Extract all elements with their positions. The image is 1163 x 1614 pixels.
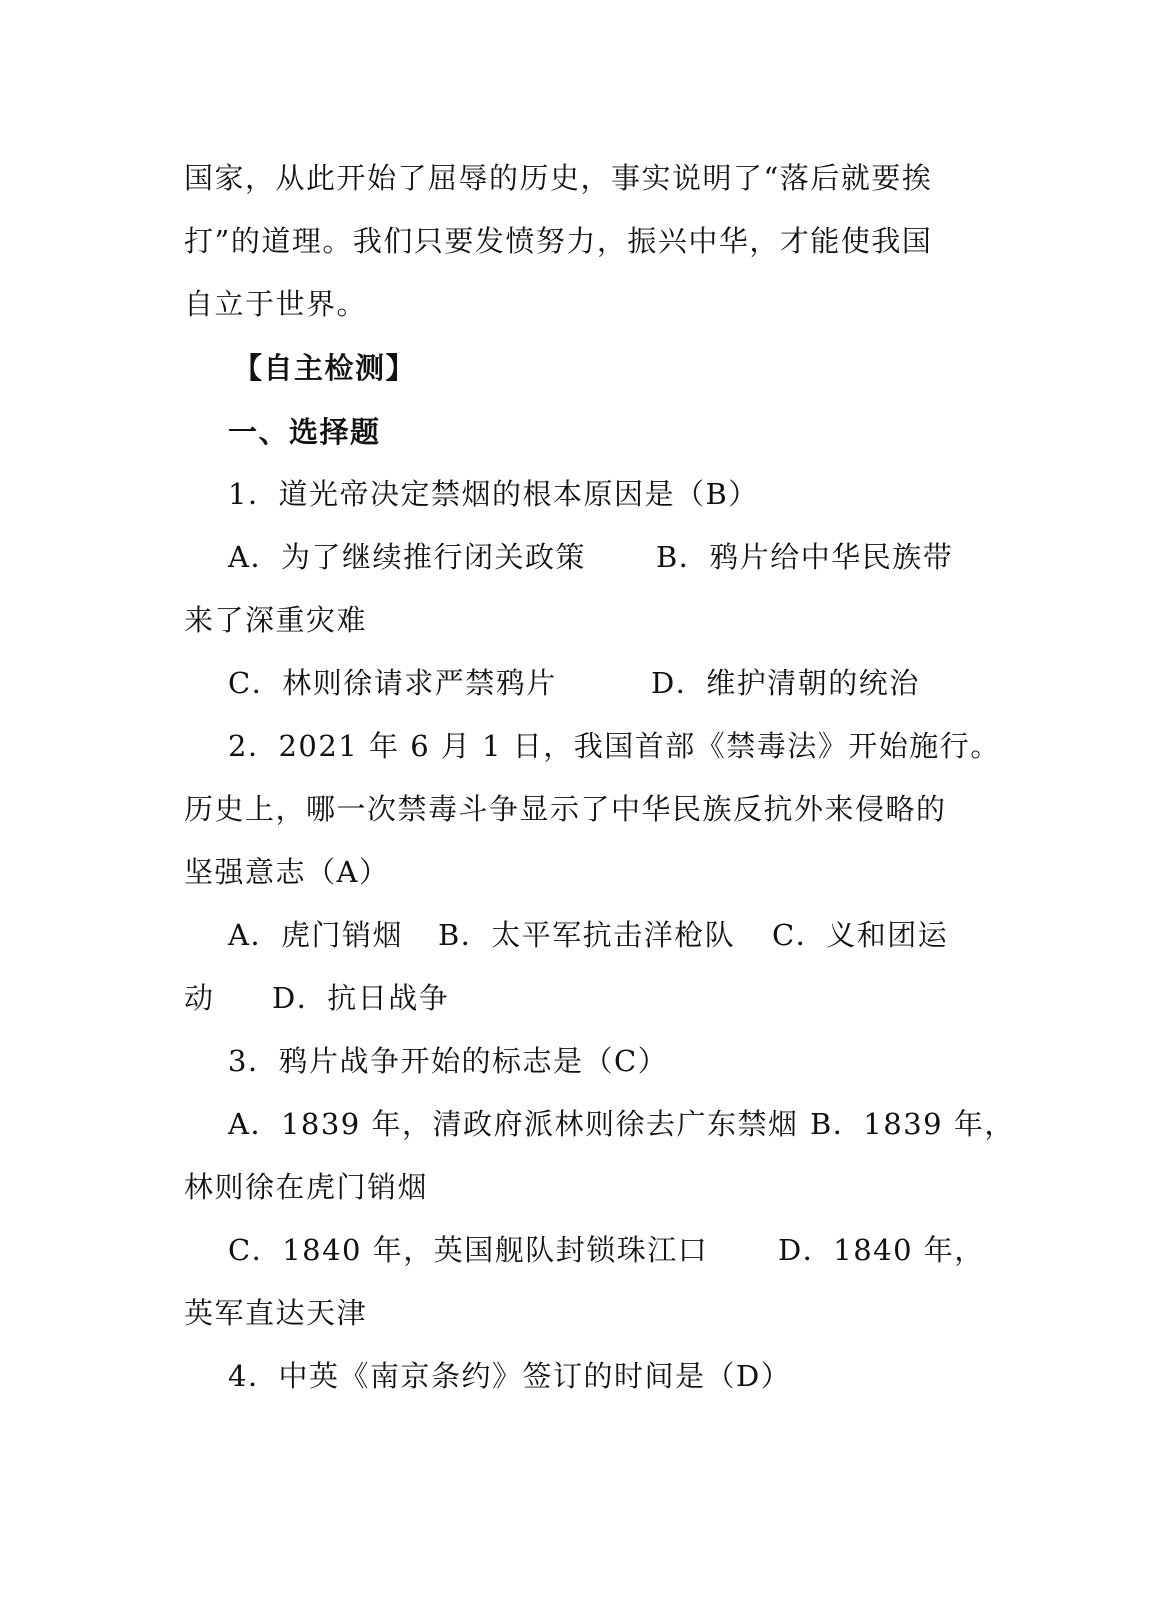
question-1-option-a: A．为了继续推行闭关政策: [228, 540, 586, 574]
intro-paragraph-line: 国家，从此开始了屈辱的历史，事实说明了“落后就要挨: [184, 161, 933, 195]
question-3-option-b-continued: 林则徐在虎门销烟: [184, 1170, 429, 1204]
question-1-option-c: C．林则徐请求严禁鸦片: [228, 666, 557, 700]
question-3-option-d: D．1840 年，: [778, 1233, 985, 1267]
question-2-stem-continued: 坚强意志（A）: [184, 855, 390, 889]
question-1-option-b-continued: 来了深重灾难: [184, 603, 368, 637]
multiple-choice-section-heading: 一、选择题: [228, 415, 381, 449]
question-2-stem-continued: 历史上，哪一次禁毒斗争显示了中华民族反抗外来侵略的: [184, 792, 947, 826]
question-3-option-c: C．1840 年，英国舰队封锁珠江口: [228, 1233, 709, 1267]
question-3-stem: 3．鸦片战争开始的标志是（C）: [228, 1044, 669, 1078]
question-2-option-c-continued: 动: [184, 981, 215, 1015]
question-4-stem: 4．中英《南京条约》签订的时间是（D）: [228, 1359, 792, 1393]
question-2-option-a: A．虎门销烟: [228, 918, 403, 952]
question-3-option-d-continued: 英军直达天津: [184, 1296, 368, 1330]
question-2-stem: 2．2021 年 6 月 1 日，我国首部《禁毒法》开始施行。: [228, 729, 1001, 763]
question-2-option-c: C．义和团运: [772, 918, 949, 952]
question-3-option-a: A．1839 年，清政府派林则徐去广东禁烟: [228, 1107, 799, 1141]
intro-paragraph-line: 自立于世界。: [184, 287, 368, 321]
question-2-option-b: B．太平军抗击洋枪队: [438, 918, 736, 952]
question-1-stem: 1．道光帝决定禁烟的根本原因是（B）: [228, 477, 759, 511]
intro-paragraph-line: 打”的道理。我们只要发愤努力，振兴中华，才能使我国: [184, 224, 933, 258]
question-1-option-b: B．鸦片给中华民族带: [656, 540, 954, 574]
question-3-option-b: B．1839 年，: [810, 1107, 1015, 1141]
self-check-heading: 【自主检测】: [233, 351, 417, 385]
question-2-option-d: D．抗日战争: [272, 981, 450, 1015]
question-1-option-d: D．维护清朝的统治: [651, 666, 920, 700]
